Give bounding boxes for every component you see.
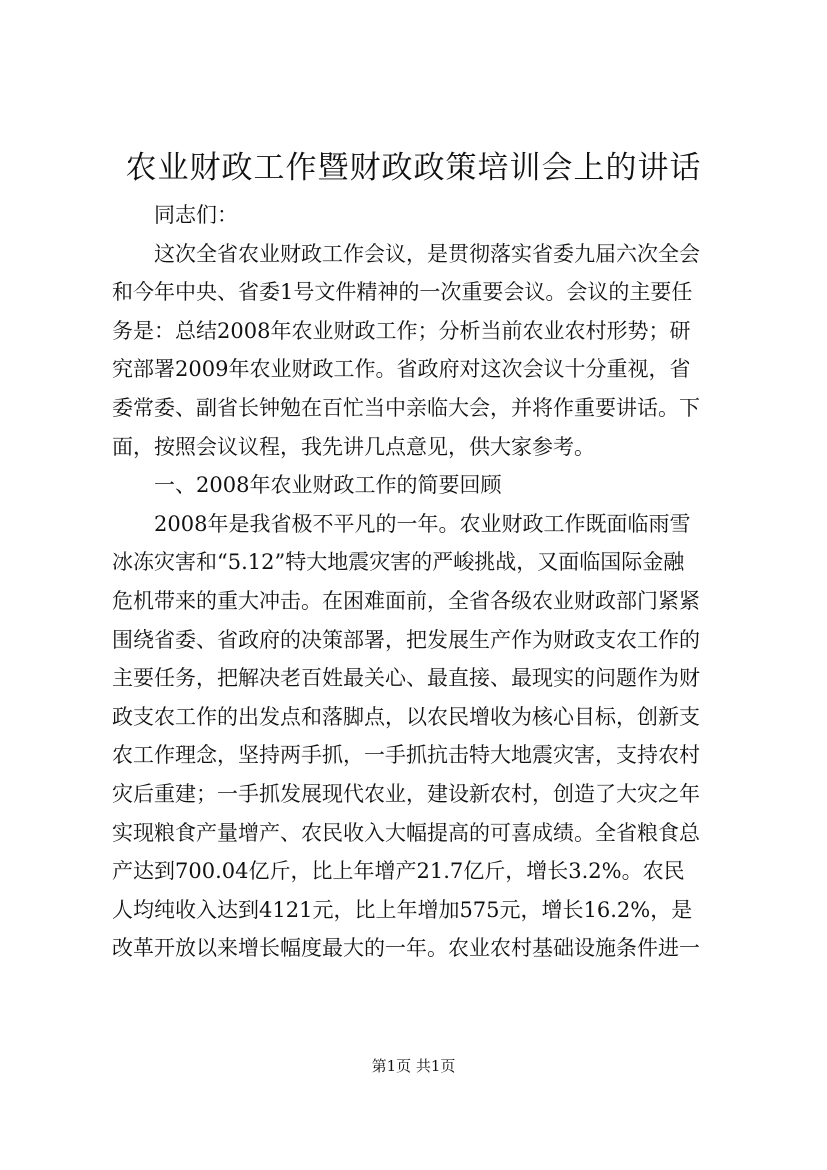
paragraph-line: 危机带来的重大冲击。在困难面前，全省各级农业财政部门紧紧	[112, 588, 700, 613]
paragraph-line: 灾后重建；一手抓发展现代农业，建设新农村，创造了大灾之年	[112, 781, 700, 806]
paragraph-line: 这次全省农业财政工作会议，是贯彻落实省委九届六次全会	[154, 241, 700, 266]
document-title: 农业财政工作暨财政政策培训会上的讲话	[125, 150, 702, 186]
paragraph-line: 人均纯收入达到4121元，比上年增加575元，增长16.2%，是	[112, 897, 693, 922]
paragraph-line: 政支农工作的出发点和落脚点，以农民增收为核心目标，创新支	[112, 704, 700, 729]
paragraph-line: 和今年中央、省委1号文件精神的一次重要会议。会议的主要任	[112, 280, 693, 305]
paragraph-line: 主要任务，把解决老百姓最关心、最直接、最现实的问题作为财	[112, 666, 700, 691]
page-footer: 第1页 共1页	[371, 1057, 456, 1075]
paragraph-line: 农工作理念，坚持两手抓，一手抓抗击特大地震灾害，支持农村	[112, 743, 700, 768]
paragraph-line: 冰冻灾害和“5.12”特大地震灾害的严峻挑战，又面临国际金融	[112, 550, 685, 575]
paragraph-line: 2008年是我省极不平凡的一年。农业财政工作既面临雨雪	[154, 511, 691, 536]
paragraph-line: 改革开放以来增长幅度最大的一年。农业农村基础设施条件进一	[112, 936, 700, 961]
paragraph-line: 面，按照会议议程，我先讲几点意见，供大家参考。	[112, 434, 595, 459]
paragraph-line: 究部署2009年农业财政工作。省政府对这次会议十分重视，省	[112, 357, 691, 382]
paragraph-line: 务是：总结2008年农业财政工作；分析当前农业农村形势；研	[112, 318, 691, 343]
paragraph-line: 实现粮食产量增产、农民收入大幅提高的可喜成绩。全省粮食总	[112, 820, 700, 845]
section-heading: 一、2008年农业财政工作的简要回顾	[154, 473, 502, 498]
paragraph-line: 产达到700.04亿斤，比上年增产21.7亿斤，增长3.2%。农民	[112, 859, 685, 884]
paragraph-line: 委常委、副省长钟勉在百忙当中亲临大会，并将作重要讲话。下	[112, 395, 700, 420]
salutation-line: 同志们：	[154, 203, 238, 227]
paragraph-line: 围绕省委、省政府的决策部署，把发展生产作为财政支农工作的	[112, 627, 700, 652]
document-body	[112, 196, 724, 968]
